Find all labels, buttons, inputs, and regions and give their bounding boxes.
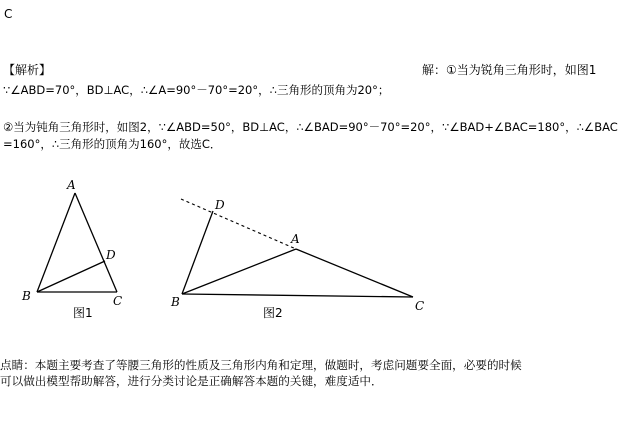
fig2-label-b: B bbox=[171, 295, 180, 309]
fig1-label-c: C bbox=[113, 294, 123, 308]
fig2-side-ac bbox=[296, 249, 413, 297]
figure-2 bbox=[170, 198, 424, 320]
fig1-label-a: A bbox=[67, 178, 76, 192]
fig2-side-ba bbox=[182, 249, 296, 294]
analysis-heading: 【解析】 bbox=[3, 63, 52, 77]
fig1-side-ac bbox=[75, 193, 117, 292]
fig2-side-bc bbox=[182, 294, 413, 297]
solution-line-2: ②当为钝角三角形时，如图2，∵∠ABD=50°，BD⊥AC，∴∠BAD=90°－70°=20°，∵∠BAD+∠BAC=180°，∴∠BAC bbox=[3, 120, 618, 134]
fig2-extension-ca bbox=[181, 199, 296, 249]
fig1-label-b: B bbox=[22, 289, 31, 303]
fig2-caption: 图2 bbox=[263, 306, 283, 320]
fig1-label-d: D bbox=[106, 248, 116, 262]
note-line-1: 点睛：本题主要考查了等腰三角形的性质及三角形内角和定理，做题时，考虑问题要全面，必要的时候 bbox=[0, 358, 522, 372]
fig2-label-d: D bbox=[215, 198, 225, 212]
solution-line-3: =160°，∴三角形的顶角为160°，故选C． bbox=[3, 137, 222, 151]
fig2-segment-bd bbox=[182, 211, 213, 294]
fig1-caption: 图1 bbox=[73, 306, 93, 320]
answer-letter: C bbox=[4, 7, 13, 21]
fig2-label-c: C bbox=[415, 299, 425, 313]
fig2-label-a: A bbox=[291, 232, 300, 246]
note-line-2: 可以做出模型帮助解答，进行分类讨论是正确解答本题的关键，难度适中． bbox=[0, 374, 383, 388]
solution-line-1: ∵∠ABD=70°，BD⊥AC，∴∠A=90°－70°=20°，∴三角形的顶角为20°； bbox=[3, 83, 390, 97]
figure-1 bbox=[21, 178, 122, 320]
solution-start: 解：①当为锐角三角形时，如图1 bbox=[422, 63, 597, 77]
